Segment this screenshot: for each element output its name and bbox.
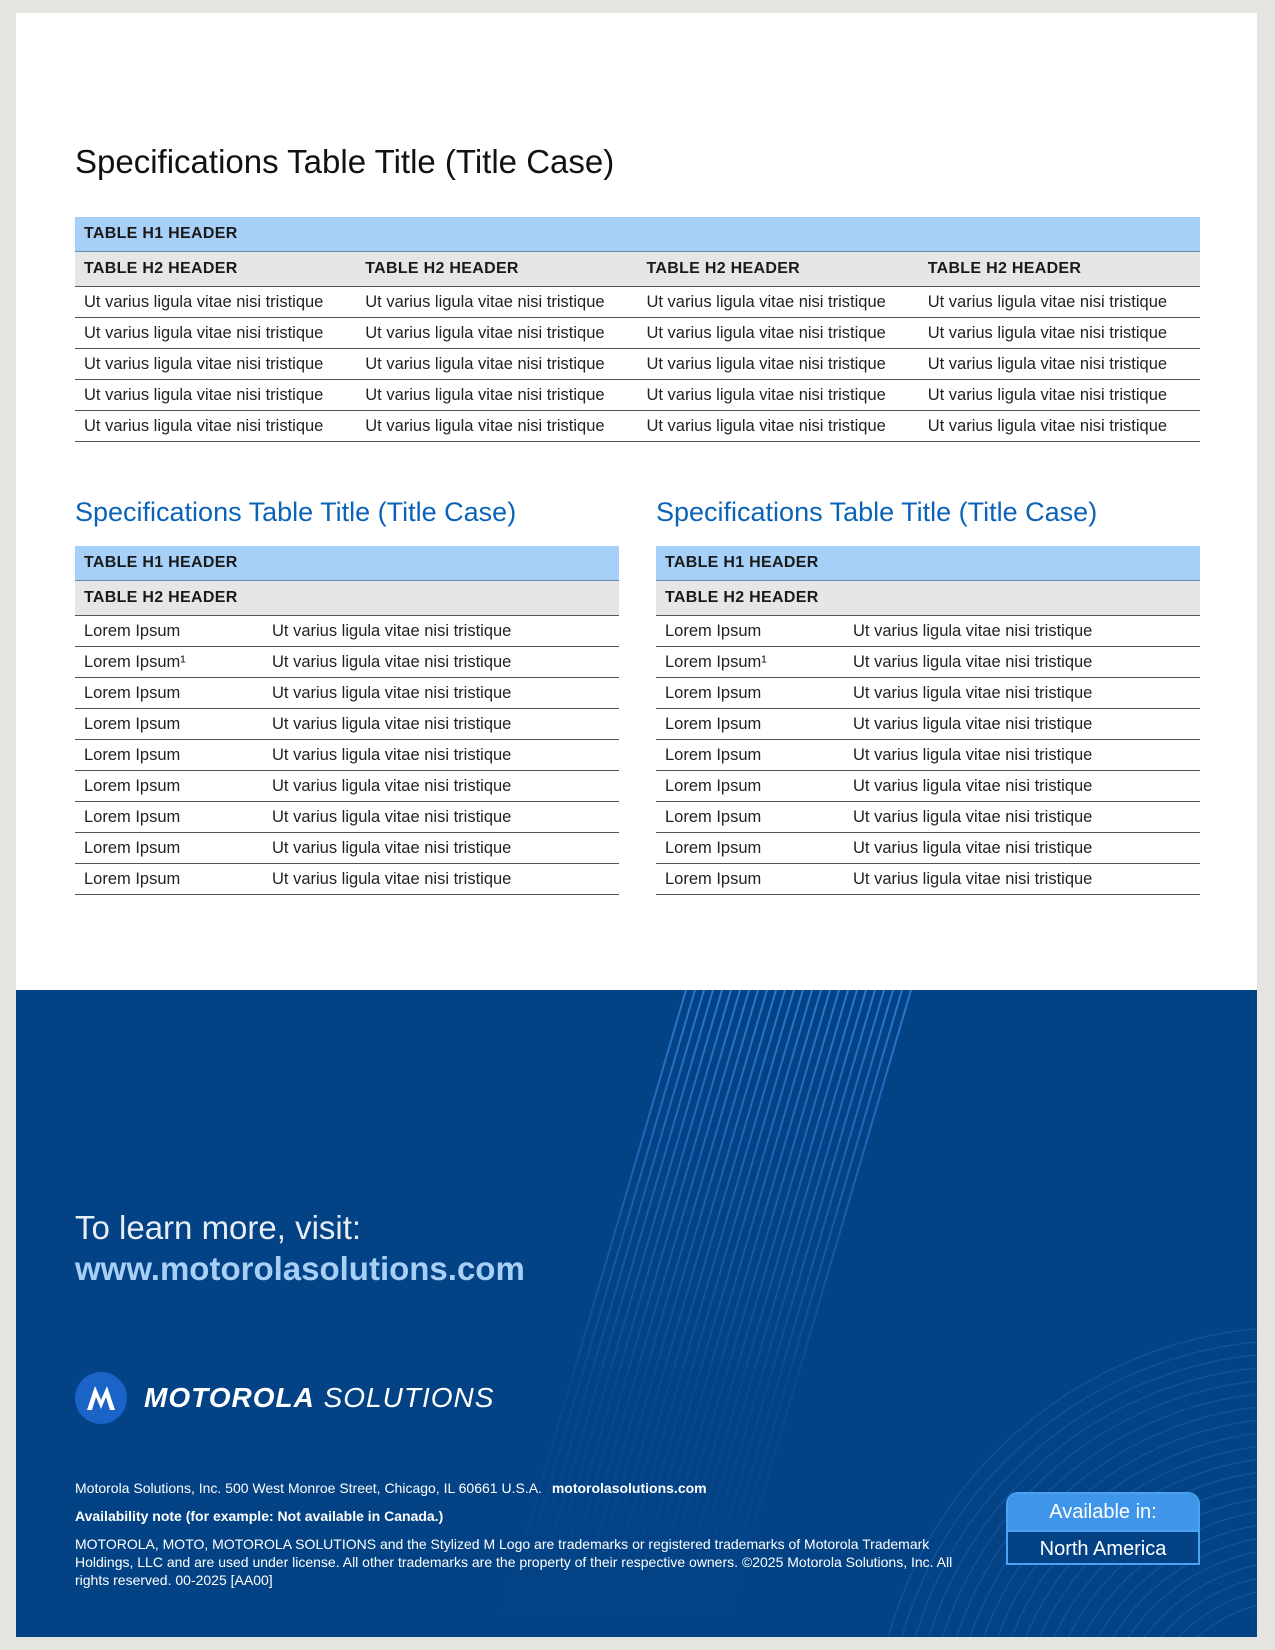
table-row (656, 833, 1200, 864)
table-row (75, 287, 1200, 318)
table-cell: Lorem Ipsum (656, 678, 844, 709)
table-cell: Lorem Ipsum (75, 709, 263, 740)
table-cell: Ut varius ligula vitae nisi tristique (263, 678, 619, 709)
footer-banner (16, 990, 1257, 1637)
table-cell: Ut varius ligula vitae nisi tristique (919, 380, 1200, 411)
table-row (75, 349, 1200, 380)
address-website[interactable]: motorolasolutions.com (551, 1480, 707, 1496)
table-cell: Lorem Ipsum (75, 740, 263, 771)
table-cell: Ut varius ligula vitae nisi tristique (263, 709, 619, 740)
learn-more-block (75, 1207, 525, 1289)
table-cell: Ut varius ligula vitae nisi tristique (844, 616, 1200, 647)
table-cell: Ut varius ligula vitae nisi tristique (263, 771, 619, 802)
section-title: Specifications Table Title (Title Case) (656, 497, 1098, 527)
table-cell: Lorem Ipsum (75, 678, 263, 709)
section-title: Specifications Table Title (Title Case) (75, 497, 517, 527)
table-cell: Ut varius ligula vitae nisi tristique (844, 740, 1200, 771)
specs-table-right (656, 546, 1200, 895)
table-cell: Ut varius ligula vitae nisi tristique (356, 411, 637, 442)
address-text: Motorola Solutions, Inc. 500 West Monroe Street, Chicago, IL 60661 U.S.A. (75, 1480, 542, 1496)
table-row (75, 380, 1200, 411)
available-region: North America (1008, 1530, 1198, 1565)
brand-bold: MOTOROLA (144, 1382, 315, 1413)
table-row (656, 678, 1200, 709)
table-h1-header: TABLE H1 HEADER (75, 217, 1200, 252)
table-cell: Ut varius ligula vitae nisi tristique (919, 318, 1200, 349)
table-row (656, 740, 1200, 771)
table-cell: Ut varius ligula vitae nisi tristique (637, 287, 918, 318)
table-cell: Ut varius ligula vitae nisi tristique (919, 411, 1200, 442)
table-row (75, 802, 619, 833)
table-cell: Ut varius ligula vitae nisi tristique (75, 318, 356, 349)
table-h1-header: TABLE H1 HEADER (75, 546, 619, 581)
table-row (75, 616, 619, 647)
brand-light: SOLUTIONS (323, 1382, 495, 1413)
table-cell: Ut varius ligula vitae nisi tristique (637, 349, 918, 380)
table-cell: Ut varius ligula vitae nisi tristique (844, 678, 1200, 709)
table-cell: Lorem Ipsum (75, 771, 263, 802)
table-cell: Ut varius ligula vitae nisi tristique (356, 349, 637, 380)
table-row (75, 678, 619, 709)
table-row (75, 411, 1200, 442)
availability-badge (1006, 1492, 1200, 1565)
table-cell: Ut varius ligula vitae nisi tristique (263, 802, 619, 833)
table-cell: Ut varius ligula vitae nisi tristique (637, 411, 918, 442)
table-cell: Ut varius ligula vitae nisi tristique (844, 802, 1200, 833)
specs-table-wide (75, 217, 1200, 442)
table-row (75, 318, 1200, 349)
brand-wordmark (144, 1383, 494, 1413)
specs-section-left (75, 497, 619, 895)
table-cell: Lorem Ipsum (656, 771, 844, 802)
table-cell: Ut varius ligula vitae nisi tristique (844, 771, 1200, 802)
availability-note: Availability note (for example: Not available in Canada.) (75, 1508, 444, 1524)
table-row (656, 709, 1200, 740)
table-cell: Lorem Ipsum (656, 709, 844, 740)
website-link[interactable]: www.motorolasolutions.com (75, 1250, 525, 1287)
table-cell: Ut varius ligula vitae nisi tristique (75, 349, 356, 380)
table-cell: Lorem Ipsum¹ (656, 647, 844, 678)
table-cell: Lorem Ipsum (656, 833, 844, 864)
learn-more-text: To learn more, visit: (75, 1209, 362, 1246)
table-cell: Lorem Ipsum (75, 864, 263, 895)
table-row (75, 771, 619, 802)
table-cell: Ut varius ligula vitae nisi tristique (844, 647, 1200, 678)
table-cell: Ut varius ligula vitae nisi tristique (356, 318, 637, 349)
legal-text: MOTOROLA, MOTO, MOTOROLA SOLUTIONS and the Stylized M Logo are trademarks or registered trademarks of Motorola Trademark Holdings, LLC and are used under license. All other trademarks are the property of their respective owners. ©2025 Motorola Solutions, Inc. All rights reserved. 00-2025 [AA00] (75, 1536, 953, 1588)
table-cell: Ut varius ligula vitae nisi tristique (263, 864, 619, 895)
table-h2-header: TABLE H2 HEADER (656, 581, 1200, 616)
table-h2-row (75, 252, 1200, 287)
table-row (75, 647, 619, 678)
table-cell: Ut varius ligula vitae nisi tristique (75, 411, 356, 442)
table-cell: Lorem Ipsum (656, 616, 844, 647)
table-cell: Lorem Ipsum (656, 802, 844, 833)
table-h2-header: TABLE H2 HEADER (75, 581, 619, 616)
table-row (656, 771, 1200, 802)
table-cell: Lorem Ipsum¹ (75, 647, 263, 678)
table-cell: Ut varius ligula vitae nisi tristique (263, 833, 619, 864)
table-cell: Ut varius ligula vitae nisi tristique (919, 349, 1200, 380)
table-cell: Ut varius ligula vitae nisi tristique (263, 740, 619, 771)
table-row (75, 833, 619, 864)
company-address (75, 1480, 707, 1496)
datasheet-page (16, 13, 1257, 1637)
stylized-m-icon (75, 1372, 127, 1424)
table-cell: Ut varius ligula vitae nisi tristique (263, 647, 619, 678)
table-cell: Ut varius ligula vitae nisi tristique (75, 380, 356, 411)
table-cell: Lorem Ipsum (75, 833, 263, 864)
table-cell: Ut varius ligula vitae nisi tristique (637, 380, 918, 411)
table-row (656, 864, 1200, 895)
specs-table-left (75, 546, 619, 895)
specs-section-right (656, 497, 1200, 895)
decorative-arc (1146, 1600, 1257, 1637)
table-row (656, 647, 1200, 678)
table-cell: Ut varius ligula vitae nisi tristique (75, 287, 356, 318)
page-title: Specifications Table Title (Title Case) (75, 143, 615, 180)
table-cell: Ut varius ligula vitae nisi tristique (844, 833, 1200, 864)
table-row (75, 740, 619, 771)
table-cell: Lorem Ipsum (656, 740, 844, 771)
table-cell: Lorem Ipsum (75, 802, 263, 833)
table-h2-header: TABLE H2 HEADER (75, 252, 356, 287)
table-h2-header: TABLE H2 HEADER (919, 252, 1200, 287)
table-cell: Ut varius ligula vitae nisi tristique (356, 380, 637, 411)
table-cell: Ut varius ligula vitae nisi tristique (844, 864, 1200, 895)
table-row (656, 802, 1200, 833)
table-h1-header: TABLE H1 HEADER (656, 546, 1200, 581)
available-label: Available in: (1008, 1494, 1198, 1530)
table-cell: Ut varius ligula vitae nisi tristique (263, 616, 619, 647)
table-row (75, 864, 619, 895)
table-h2-header: TABLE H2 HEADER (356, 252, 637, 287)
table-row (656, 616, 1200, 647)
table-row (75, 709, 619, 740)
table-cell: Lorem Ipsum (656, 864, 844, 895)
table-cell: Ut varius ligula vitae nisi tristique (844, 709, 1200, 740)
table-cell: Lorem Ipsum (75, 616, 263, 647)
table-cell: Ut varius ligula vitae nisi tristique (356, 287, 637, 318)
table-cell: Ut varius ligula vitae nisi tristique (919, 287, 1200, 318)
table-h2-header: TABLE H2 HEADER (637, 252, 918, 287)
table-cell: Ut varius ligula vitae nisi tristique (637, 318, 918, 349)
